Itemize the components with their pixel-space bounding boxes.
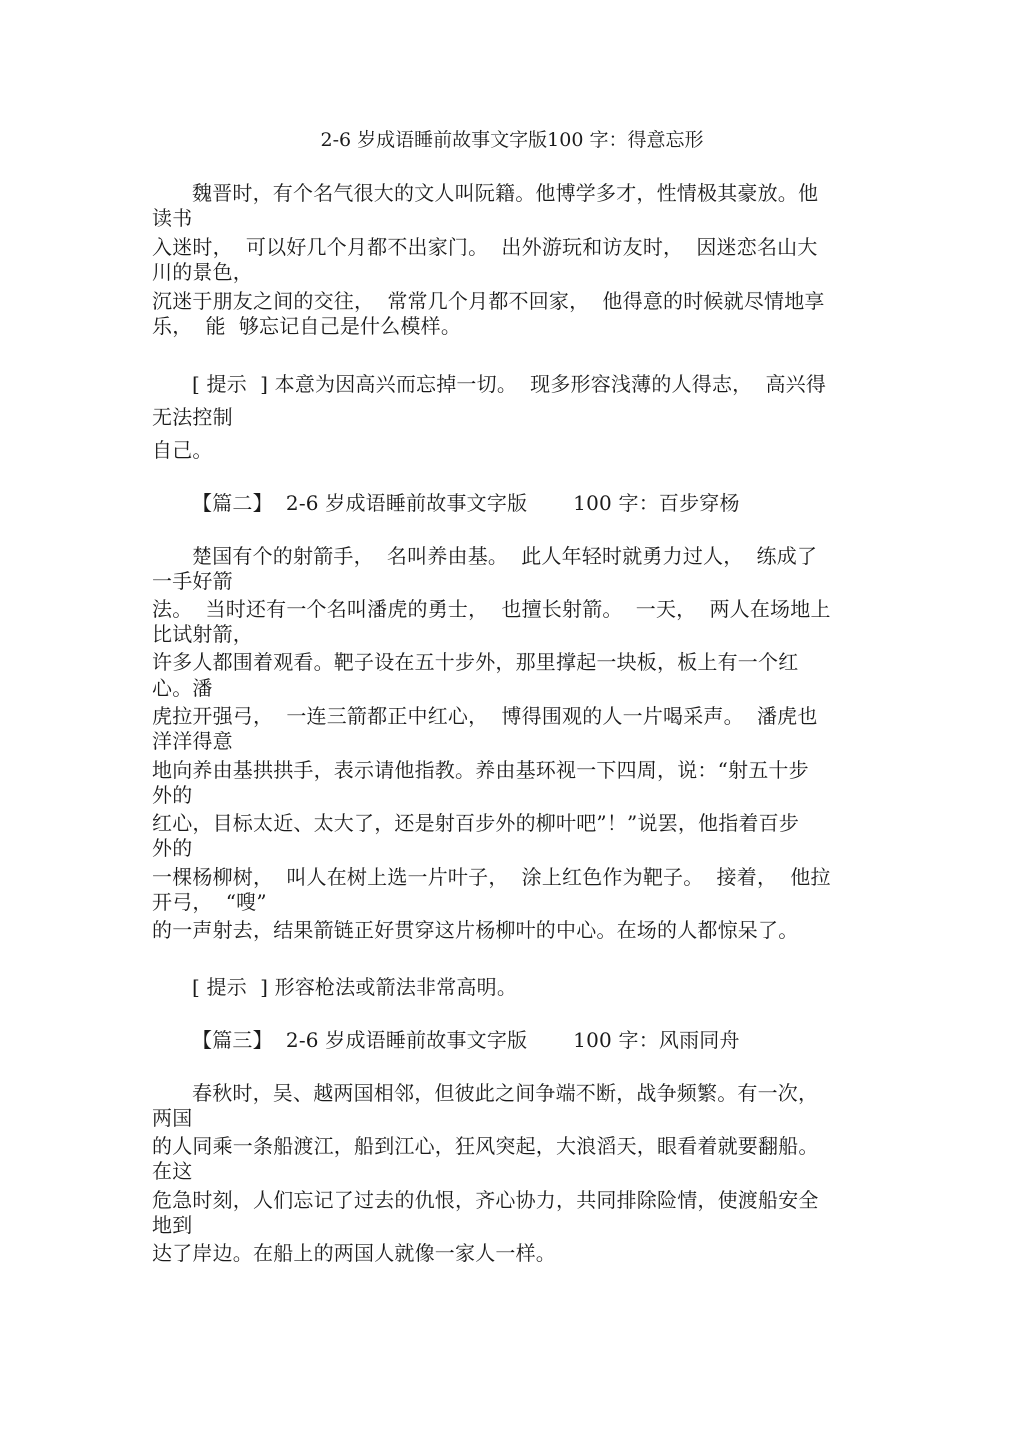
story2-line: 许多人都围着观看。靶子设在五十步外，那里撑起一块板，板上有一个红 <box>152 650 799 674</box>
section-heading-2: 【篇二】 2-6 岁成语睡前故事文字版 100 字：百步穿杨 <box>192 491 740 515</box>
section-heading-3: 【篇三】 2-6 岁成语睡前故事文字版 100 字：风雨同舟 <box>192 1028 740 1052</box>
story2-line: 外的 <box>152 836 193 860</box>
story2-line: 虎拉开强弓， 一连三箭都正中红心， 博得围观的人一片喝采声。 潘虎也 <box>152 704 818 728</box>
story2-line: 洋洋得意 <box>152 729 233 753</box>
story2-line: 楚国有个的射箭手， 名叫养由基。 此人年轻时就勇力过人， 练成了 <box>192 544 818 568</box>
story2-line: 的一声射去，结果箭链正好贯穿这片杨柳叶的中心。在场的人都惊呆了。 <box>152 918 799 942</box>
hint1-line: [ 提示 ] 本意为因高兴而忘掉一切。 现多形容浅薄的人得志， 高兴得 <box>192 372 827 396</box>
story2-line: 心。潘 <box>152 676 213 700</box>
story3-line: 两国 <box>152 1106 193 1130</box>
hint1-line: 无法控制 <box>152 405 233 429</box>
story2-line: 红心，目标太近、太大了，还是射百步外的柳叶吧”！”说罢，他指着百步 <box>152 811 800 835</box>
story1-line: 入迷时， 可以好几个月都不出家门。 出外游玩和访友时， 因迷恋名山大 <box>152 235 818 259</box>
story2-line: 地向养由基拱拱手，表示请他指教。养由基环视一下四周，说：“射五十步 <box>152 758 809 782</box>
story2-line: 一手好箭 <box>152 569 233 593</box>
hint2-line: [ 提示 ] 形容枪法或箭法非常高明。 <box>192 975 518 999</box>
story1-line: 乐， 能 够忘记自己是什么模样。 <box>152 314 462 338</box>
story1-line: 读书 <box>152 206 193 230</box>
story2-line: 法。 当时还有一个名叫潘虎的勇士， 也擅长射箭。 一天， 两人在场地上 <box>152 597 831 621</box>
story1-line: 沉迷于朋友之间的交往， 常常几个月都不回家， 他得意的时候就尽情地享 <box>152 289 825 313</box>
story3-line: 的人同乘一条船渡江，船到江心，狂风突起，大浪滔天，眼看着就要翻船。 <box>152 1134 819 1158</box>
story2-line: 开弓， “嗖” <box>152 890 267 914</box>
story2-line: 一棵杨柳树， 叫人在树上选一片叶子， 涂上红色作为靶子。 接着， 他拉 <box>152 865 831 889</box>
hint1-line: 自己。 <box>152 438 213 462</box>
page-title: 2-6 岁成语睡前故事文字版100 字：得意忘形 <box>320 129 704 151</box>
story1-line: 川的景色， <box>152 260 253 284</box>
story2-line: 比试射箭， <box>152 622 253 646</box>
story3-line: 春秋时，吴、越两国相邻，但彼此之间争端不断，战争频繁。有一次， <box>192 1081 819 1105</box>
story3-line: 在这 <box>152 1159 193 1183</box>
story2-line: 外的 <box>152 783 193 807</box>
story3-line: 危急时刻，人们忘记了过去的仇恨，齐心协力，共同排除险情，使渡船安全 <box>152 1188 819 1212</box>
story3-line: 达了岸边。在船上的两国人就像一家人一样。 <box>152 1241 556 1265</box>
story1-line: 魏晋时，有个名气很大的文人叫阮籍。他博学多才，性情极其豪放。他 <box>192 181 819 205</box>
story3-line: 地到 <box>152 1213 193 1237</box>
